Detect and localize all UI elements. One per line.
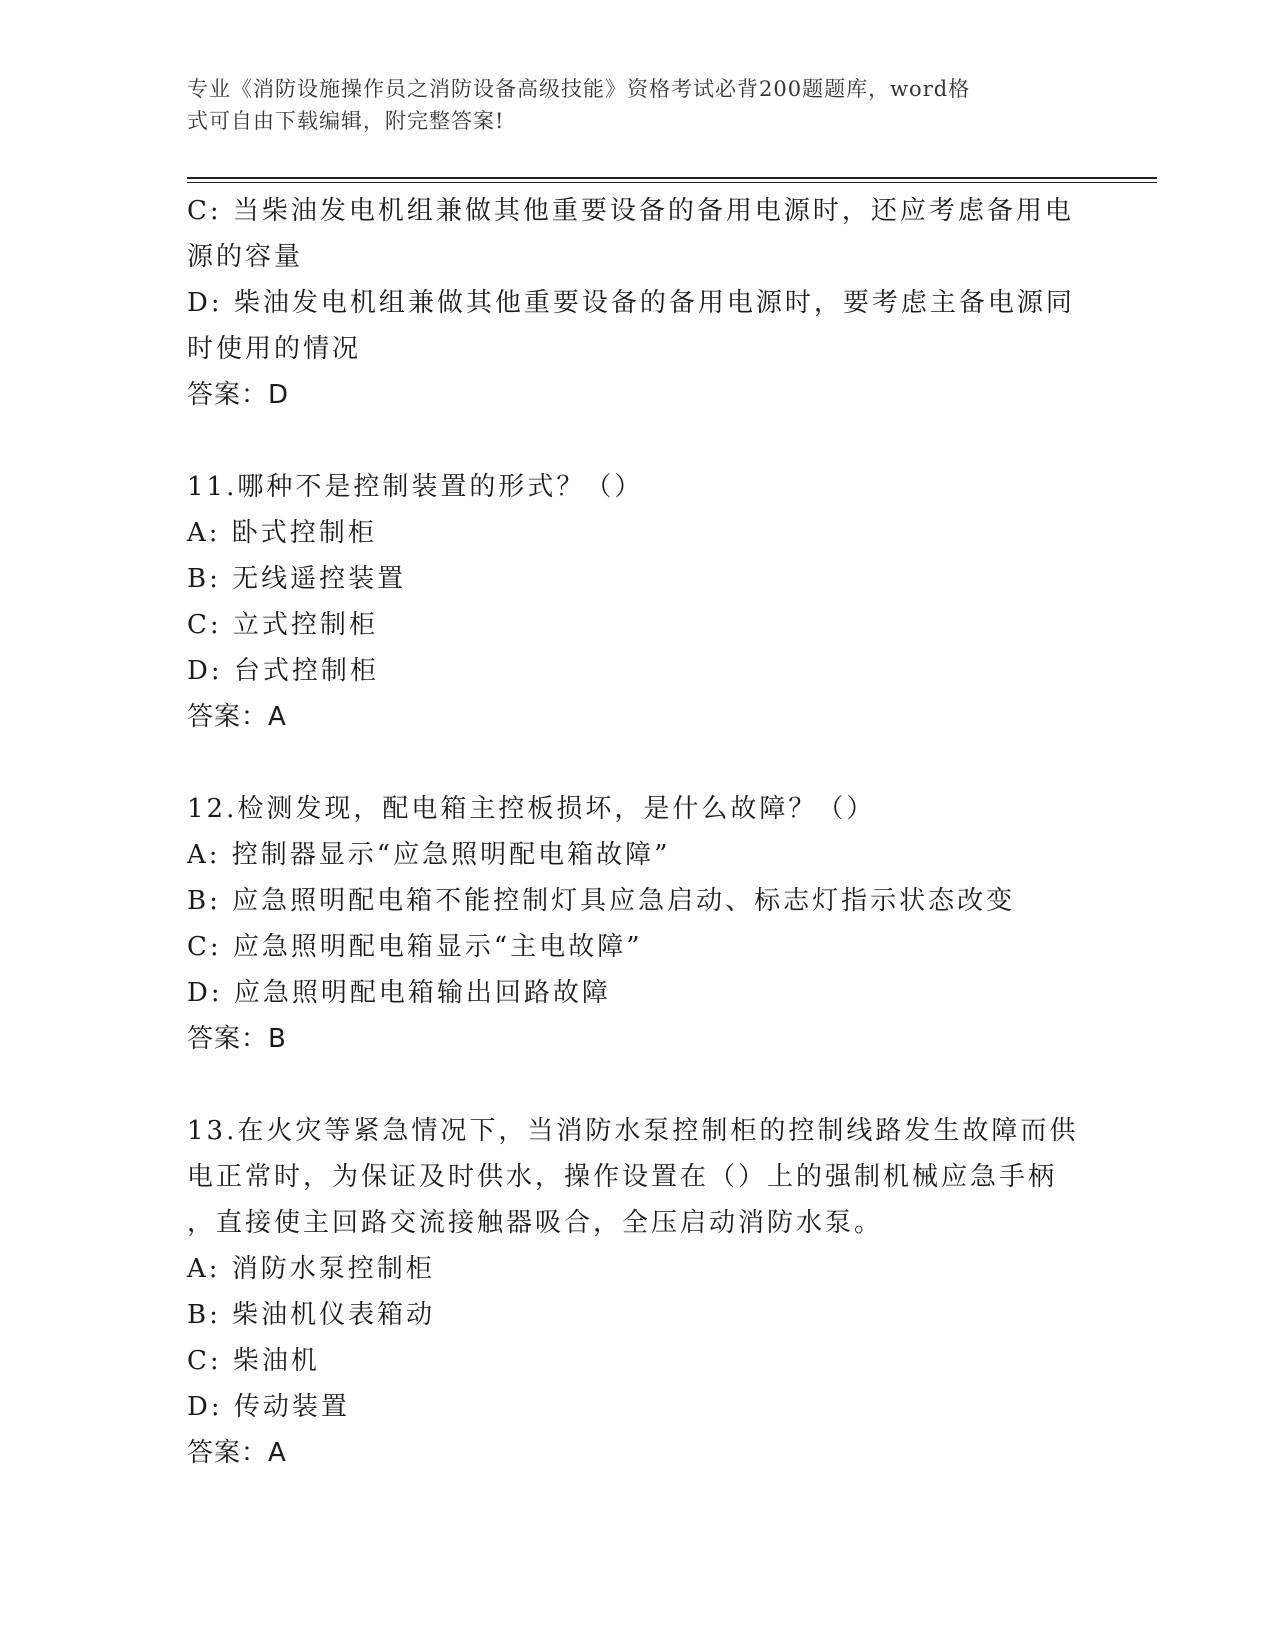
option-b: B: 无线遥控装置 — [187, 564, 407, 594]
header-line-2: 式可自由下载编辑，附完整答案! — [187, 109, 505, 133]
option-d: D: 台式控制柜 — [187, 656, 379, 686]
page-header — [187, 73, 1087, 137]
question-10-continued — [187, 188, 1087, 418]
header-divider-thick — [187, 177, 1157, 179]
question-stem-line-1: 13.在火灾等紧急情况下，当消防水泵控制柜的控制线路发生故障而供 — [187, 1116, 1079, 1146]
option-a: A: 控制器显示“应急照明配电箱故障” — [187, 840, 671, 870]
answer: 答案：A — [187, 1438, 287, 1468]
header-line-1: 专业《消防设施操作员之消防设备高级技能》资格考试必背200题题库，word格 — [187, 77, 971, 101]
question-stem-line-3: ，直接使主回路交流接触器吸合，全压启动消防水泵。 — [187, 1208, 884, 1238]
option-c-line-1: C: 当柴油发电机组兼做其他重要设备的备用电源时，还应考虑备用电 — [187, 196, 1074, 226]
option-c: C: 柴油机 — [187, 1346, 320, 1376]
question-13 — [187, 1108, 1087, 1476]
option-d-line-1: D: 柴油发电机组兼做其他重要设备的备用电源时，要考虑主备电源同 — [187, 288, 1075, 318]
option-c-line-2: 源的容量 — [187, 242, 304, 272]
option-a: A: 消防水泵控制柜 — [187, 1254, 435, 1284]
question-stem: 11.哪种不是控制装置的形式？（） — [187, 472, 644, 502]
question-stem: 12.检测发现，配电箱主控板损坏，是什么故障？（） — [187, 794, 876, 824]
option-d: D: 应急照明配电箱输出回路故障 — [187, 978, 611, 1008]
answer: 答案：D — [187, 380, 290, 410]
option-b: B: 应急照明配电箱不能控制灯具应急启动、标志灯指示状态改变 — [187, 886, 1016, 916]
spacer — [187, 740, 1087, 786]
option-d-line-2: 时使用的情况 — [187, 334, 362, 364]
question-list — [187, 188, 1087, 1476]
option-a: A: 卧式控制柜 — [187, 518, 377, 548]
answer: 答案：B — [187, 1024, 287, 1054]
option-b: B: 柴油机仪表箱动 — [187, 1300, 436, 1330]
option-d: D: 传动装置 — [187, 1392, 350, 1422]
question-11 — [187, 464, 1087, 740]
spacer — [187, 418, 1087, 464]
option-c: C: 立式控制柜 — [187, 610, 378, 640]
spacer — [187, 1062, 1087, 1108]
option-c: C: 应急照明配电箱显示“主电故障” — [187, 932, 643, 962]
header-divider-thin — [187, 182, 1157, 183]
question-stem-line-2: 电正常时，为保证及时供水，操作设置在（）上的强制机械应急手柄 — [187, 1162, 1058, 1192]
answer: 答案：A — [187, 702, 287, 732]
question-12 — [187, 786, 1087, 1062]
